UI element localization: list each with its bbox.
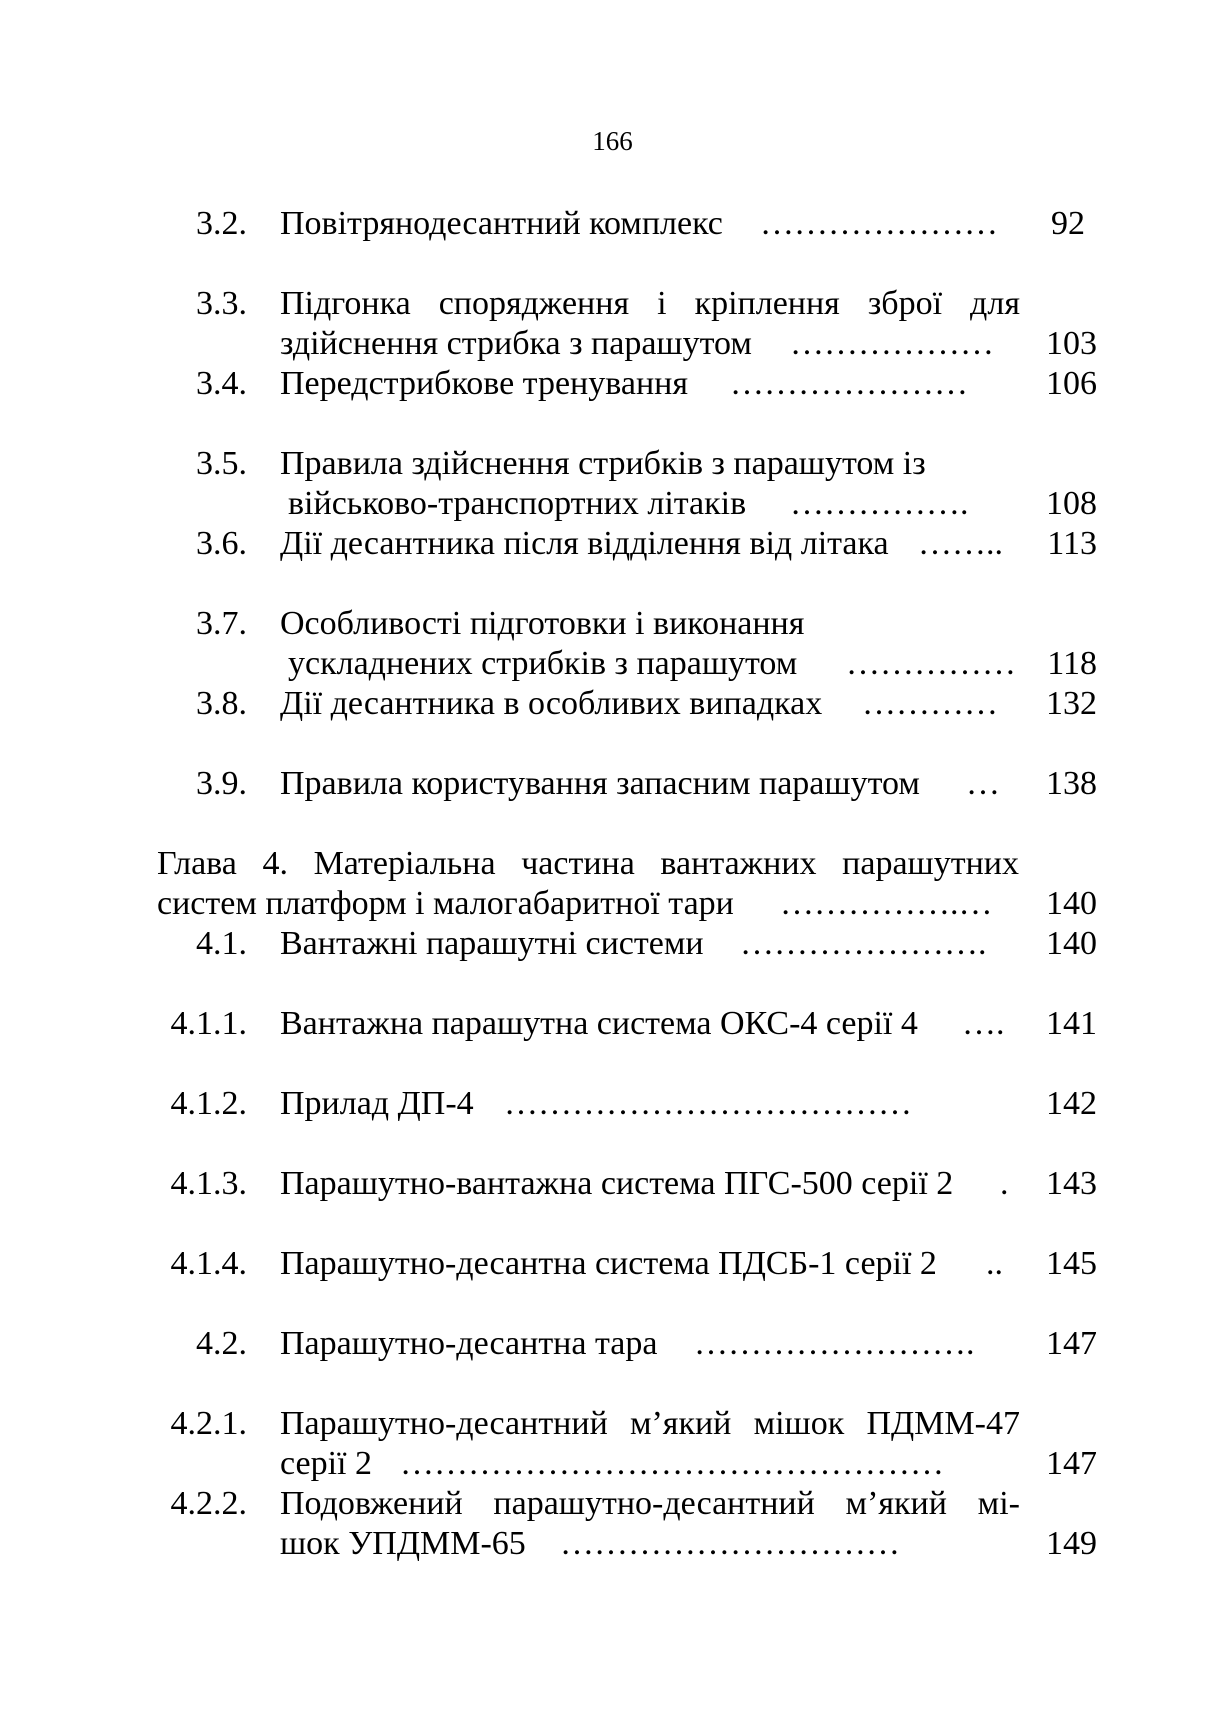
toc-number: 3.3. xyxy=(196,285,247,322)
toc-leader-dots: …………….… xyxy=(780,885,993,922)
toc-title: Передстрибкове тренування xyxy=(280,365,688,402)
toc-title: Правила здійснення стрибків з парашутом із xyxy=(280,445,926,482)
toc-title: Повітрянодесантний комплекс xyxy=(280,205,723,242)
toc-title xyxy=(280,1484,1020,1524)
toc-title-continuation: систем платформ і малогабаритної тари xyxy=(157,885,734,922)
toc-title: Парашутно-вантажна система ПГС-500 серії 2 xyxy=(280,1165,954,1202)
toc-title-word: Матеріальна xyxy=(313,845,496,882)
toc-page: 149 xyxy=(1046,1525,1097,1562)
toc-page: 141 xyxy=(1046,1005,1097,1042)
toc-title-word: частина xyxy=(521,845,635,882)
toc-page: 147 xyxy=(1046,1445,1097,1482)
toc-title-word: 4. xyxy=(262,845,288,882)
toc-number: 3.5. xyxy=(196,445,247,482)
toc-leader-dots: …….. xyxy=(918,525,1003,562)
toc-title xyxy=(280,284,1020,324)
toc-title-word: парашутно-десантний xyxy=(493,1485,815,1522)
toc-title-continuation: шок УПДММ-65 xyxy=(280,1525,526,1562)
toc-title-word: мі- xyxy=(977,1485,1020,1522)
toc-leader-dots: ………………… xyxy=(730,365,968,402)
toc-leader-dots: ……………… xyxy=(790,325,994,362)
toc-page: 108 xyxy=(1046,485,1097,522)
toc-leader-dots: .. xyxy=(986,1245,1003,1282)
toc-leader-dots: ………………… xyxy=(760,205,998,242)
toc-leader-dots: ……………………………… xyxy=(504,1085,912,1122)
toc-page: 113 xyxy=(1047,525,1097,562)
toc-leader-dots: ………………………… xyxy=(560,1525,900,1562)
toc-title xyxy=(280,1404,1020,1444)
toc-title-word: мішок xyxy=(753,1405,845,1442)
toc-title: Дії десантника в особливих випадках xyxy=(280,685,823,722)
toc-number: 4.1.2. xyxy=(170,1085,247,1122)
toc-page: 140 xyxy=(1046,925,1097,962)
toc-chapter-title xyxy=(157,844,1019,884)
toc-title: Парашутно-десантна система ПДСБ-1 серії 2 xyxy=(280,1245,937,1282)
toc-title-word: Парашутно-десантний xyxy=(280,1405,608,1442)
toc-number: 3.9. xyxy=(196,765,247,802)
toc-page: 142 xyxy=(1046,1085,1097,1122)
toc-title-word: і xyxy=(657,285,667,322)
toc-title-word: вантажних xyxy=(660,845,817,882)
toc-title-continuation: серії 2 xyxy=(280,1445,372,1482)
toc-title-continuation: здійснення стрибка з парашутом xyxy=(280,325,752,362)
toc-page: 103 xyxy=(1046,325,1097,362)
toc-title: Правила користування запасним парашутом xyxy=(280,765,920,802)
toc-title-word: Подовжений xyxy=(280,1485,463,1522)
toc-page: 132 xyxy=(1046,685,1097,722)
toc-title-word: Підгонка xyxy=(280,285,411,322)
toc-title: Вантажна парашутна система ОКС-4 серії 4 xyxy=(280,1005,918,1042)
toc-number: 3.4. xyxy=(196,365,247,402)
toc-page: 140 xyxy=(1046,885,1097,922)
toc-number: 4.2.2. xyxy=(170,1485,247,1522)
toc-title: Вантажні парашутні системи xyxy=(280,925,704,962)
toc-title: Парашутно-десантна тара xyxy=(280,1325,658,1362)
toc-title: Дії десантника після відділення від літака xyxy=(280,525,889,562)
toc-title-continuation: ускладнених стрибків з парашутом xyxy=(288,645,798,682)
toc-title-word: м’який xyxy=(845,1485,947,1522)
toc-title-word: м’який xyxy=(629,1405,732,1442)
toc-page: 106 xyxy=(1046,365,1097,402)
toc-title-word: парашутних xyxy=(842,845,1019,882)
toc-page: 118 xyxy=(1047,645,1097,682)
toc-number: 4.2. xyxy=(196,1325,247,1362)
toc-leader-dots: ……………………. xyxy=(694,1325,975,1362)
toc-number: 3.2. xyxy=(196,205,247,242)
toc-title: Особливості підготовки і виконання xyxy=(280,605,805,642)
toc-number: 4.1.4. xyxy=(170,1245,247,1282)
toc-leader-dots: … xyxy=(966,765,1000,802)
toc-title-word: кріплення xyxy=(694,285,840,322)
toc-number: 4.1.3. xyxy=(170,1165,247,1202)
toc-title: Прилад ДП-4 xyxy=(280,1085,474,1122)
toc-leader-dots: ………………………………………… xyxy=(400,1445,944,1482)
toc-page: 145 xyxy=(1046,1245,1097,1282)
toc-leader-dots: …………… xyxy=(846,645,1016,682)
toc-number: 3.8. xyxy=(196,685,247,722)
toc-number: 3.6. xyxy=(196,525,247,562)
toc-title-word: зброї xyxy=(867,285,943,322)
toc-number: 3.7. xyxy=(196,605,247,642)
toc-leader-dots: …………………. xyxy=(740,925,987,962)
page-number: 166 xyxy=(592,126,633,156)
toc-title-continuation: військово-транспортних літаків xyxy=(288,485,747,522)
toc-title-word: Глава xyxy=(157,845,237,882)
toc-leader-dots: . xyxy=(1000,1165,1009,1202)
toc-title-word: ПДММ-47 xyxy=(866,1405,1020,1442)
toc-leader-dots: …. xyxy=(962,1005,1005,1042)
toc-title-word: спорядження xyxy=(438,285,630,322)
toc-number: 4.1.1. xyxy=(170,1005,247,1042)
toc-page: 147 xyxy=(1046,1325,1097,1362)
toc-page: 138 xyxy=(1046,765,1097,802)
toc-leader-dots: ………… xyxy=(862,685,998,722)
toc-number: 4.2.1. xyxy=(170,1405,247,1442)
toc-page: 92 xyxy=(1051,205,1085,242)
toc-leader-dots: ……………. xyxy=(790,485,969,522)
toc-title-word: для xyxy=(970,285,1020,322)
toc-page: 143 xyxy=(1046,1165,1097,1202)
toc-number: 4.1. xyxy=(196,925,247,962)
